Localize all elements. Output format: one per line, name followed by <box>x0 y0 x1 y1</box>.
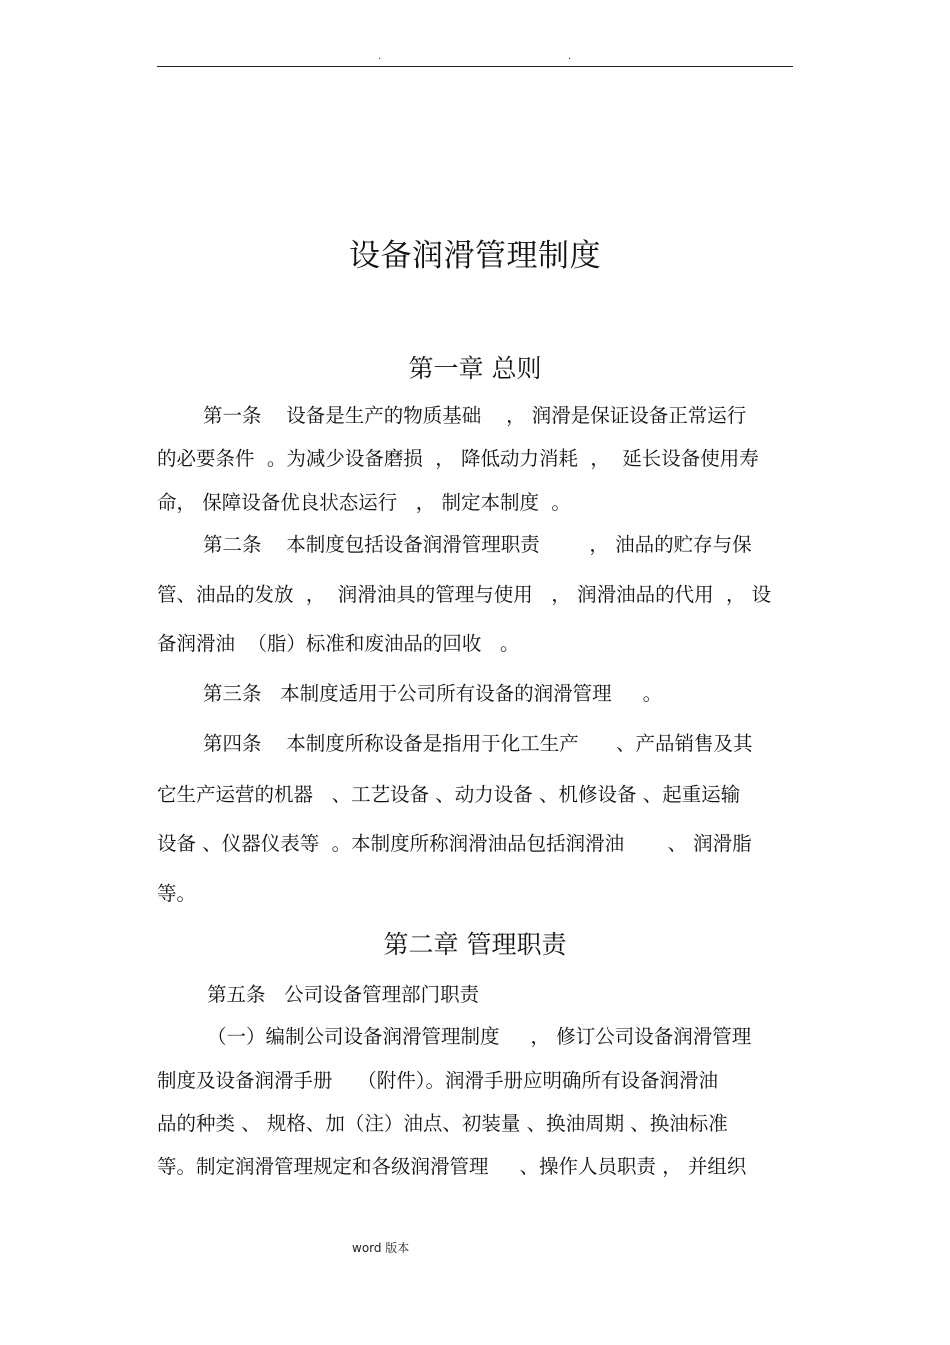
article-1-line-2: 的必要条件 。为减少设备磨损 ， 降低动力消耗 ， 延长设备使用寿 <box>157 447 759 470</box>
article-2-line-1: 第二条 本制度包括设备润滑管理职责 ， 油品的贮存与保 <box>203 533 752 556</box>
article-4-line-4: 等。 <box>157 882 197 905</box>
article-4-line-3: 设备 、仪器仪表等 。本制度所称润滑油品包括润滑油 、 润滑脂 <box>157 832 752 855</box>
article-4-line-2: 它生产运营的机器 、工艺设备 、动力设备 、机修设备 、起重运输 <box>157 783 741 806</box>
article-4-line-1: 第四条 本制度所称设备是指用于化工生产 、产品销售及其 <box>203 732 753 755</box>
page-footer: word 版本 <box>352 1241 410 1255</box>
article-3-line-1: 第三条 本制度适用于公司所有设备的润滑管理 。 <box>203 682 663 705</box>
document-title: 设备润滑管理制度 <box>349 238 601 274</box>
article-2-line-3: 备润滑油 （脂）标准和废油品的回收 。 <box>157 632 520 655</box>
article-5-item-1-line-4: 等。制定润滑管理规定和各级润滑管理 、操作人员职责 ， 并组织 <box>157 1155 747 1178</box>
header-rule <box>157 66 793 67</box>
article-1-line-1: 第一条 设备是生产的物质基础 ， 润滑是保证设备正常运行 <box>203 404 747 427</box>
chapter-heading-2: 第二章 管理职责 <box>383 930 567 959</box>
header-dot-left: . <box>378 51 382 62</box>
header-dot-right: . <box>568 51 572 62</box>
article-5-heading: 第五条 公司设备管理部门职责 <box>207 983 480 1006</box>
article-1-line-3: 命， 保障设备优良状态运行 ， 制定本制度 。 <box>157 491 571 514</box>
article-5-item-1-line-1: （一）编制公司设备润滑管理制度 ， 修订公司设备润滑管理 <box>207 1025 752 1048</box>
chapter-heading-1: 第一章 总则 <box>408 354 542 383</box>
article-2-line-2: 管、油品的发放 ， 润滑油具的管理与使用 ， 润滑油品的代用 ， 设 <box>157 583 772 606</box>
article-5-item-1-line-2: 制度及设备润滑手册 （附件）。润滑手册应明确所有设备润滑油 <box>157 1069 719 1092</box>
article-5-item-1-line-3: 品的种类 、 规格、加（注）油点、初装量 、换油周期 、换油标准 <box>157 1112 728 1135</box>
